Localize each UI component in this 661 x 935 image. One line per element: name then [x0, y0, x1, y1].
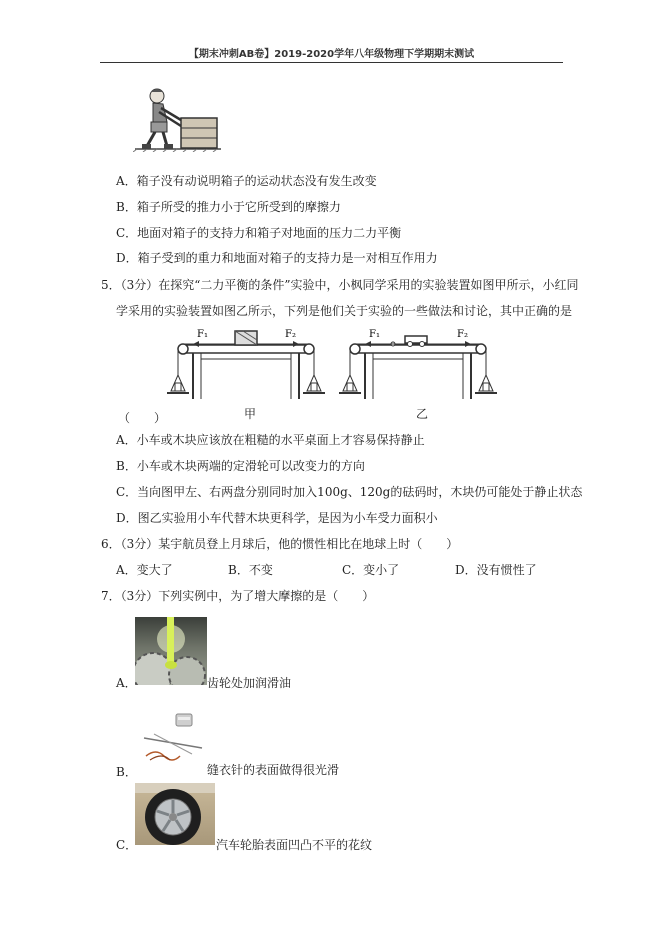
pushing-box-illustration	[133, 86, 223, 152]
fig-jia-caption: 甲	[244, 407, 257, 421]
q6-option-c: C．变小了	[342, 563, 400, 577]
page-header: 【期末冲刺AB卷】2019-2020学年八年级物理下学期期末测试	[100, 45, 563, 63]
q5-stem-line2: 学采用的实验装置如图乙所示，下列是他们关于实验的一些做法和讨论，其中正确的是	[116, 304, 573, 318]
f1-label-jia: F₁	[197, 329, 208, 340]
q7-option-a-text: 齿轮处加润滑油	[207, 676, 292, 690]
q6-option-d: D．没有惯性了	[455, 563, 537, 577]
q7-option-b-text: 缝衣针的表面做得很光滑	[207, 763, 340, 777]
q5-option-d: D．图乙实验用小车代替木块更科学，是因为小车受力面积小	[116, 511, 438, 525]
fig-yi-caption: 乙	[416, 407, 429, 421]
q7-option-c-text: 汽车轮胎表面凹凸不平的花纹	[216, 838, 373, 852]
q4-option-a: A．箱子没有动说明箱子的运动状态没有发生改变	[116, 174, 377, 188]
q4-option-b: B．箱子所受的推力小于它所受到的摩擦力	[116, 200, 341, 214]
apparatus-jia-diagram	[163, 323, 331, 401]
sewing-needle-image	[140, 712, 206, 770]
q5-option-b: B．小车或木块两端的定滑轮可以改变力的方向	[116, 459, 365, 473]
q4-option-c: C．地面对箱子的支持力和箱子对地面的压力二力平衡	[116, 226, 402, 240]
q6-option-a: A．变大了	[116, 563, 173, 577]
q7-option-b-letter: B．	[116, 765, 137, 779]
car-tire-photo	[135, 783, 215, 845]
q6-stem: 6．（3分）某宇航员登上月球后，他的惯性相比在地球上时（ ）	[101, 537, 459, 551]
q7-option-a-letter: A．	[116, 676, 137, 690]
q5-stem-line1: 5．（3分）在探究“二力平衡的条件”实验中，小枫同学采用的实验装置如图甲所示，小红同	[101, 278, 579, 292]
q4-option-d: D．箱子受到的重力和地面对箱子的支持力是一对相互作用力	[116, 251, 438, 265]
f1-label-yi: F₁	[369, 329, 380, 340]
q5-option-c: C．当向图甲左、右两盘分别同时加入100g、120g的砝码时，木块仍可能处于静止状态	[116, 485, 583, 499]
q6-option-b: B．不变	[228, 563, 273, 577]
f2-label-yi: F₂	[457, 329, 468, 340]
gear-lubricant-photo	[135, 617, 207, 685]
q7-option-c-letter: C．	[116, 838, 138, 852]
apparatus-yi-diagram	[335, 323, 503, 401]
f2-label-jia: F₂	[285, 329, 296, 340]
q5-option-a: A．小车或木块应该放在粗糙的水平桌面上才容易保持静止	[116, 433, 425, 447]
q7-stem: 7．（3分）下列实例中，为了增大摩擦的是（ ）	[101, 589, 375, 603]
q5-answer-bracket: （ ）	[118, 411, 167, 425]
